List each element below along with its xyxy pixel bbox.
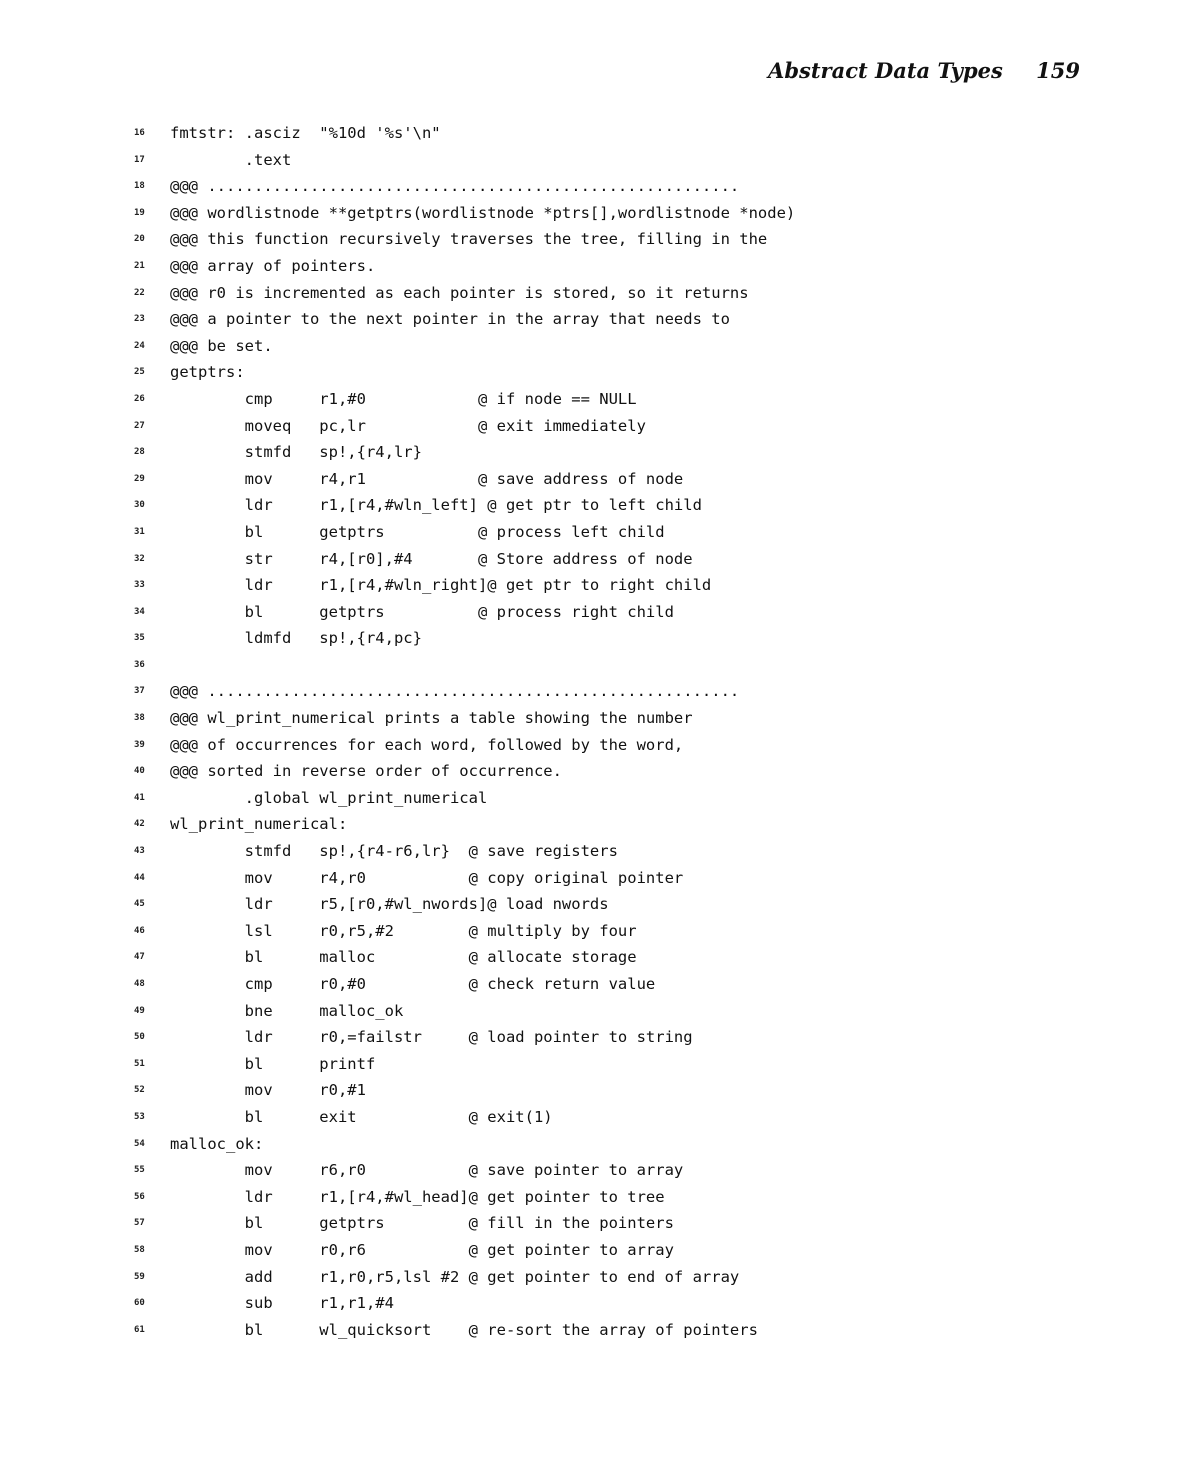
code-text: bl exit @ exit(1) [170,1107,553,1126]
code-text: @@@ wl_print_numerical prints a table showing the number [170,709,693,728]
line-number: 43 [134,846,145,857]
code-text: @@@ r0 is incremented as each pointer is stored, so it returns [170,283,749,302]
line-number: 40 [134,766,145,777]
code-line [0,971,1200,998]
code-line [0,200,1200,227]
code-line [0,173,1200,200]
line-number: 57 [134,1218,145,1229]
code-line [0,1104,1200,1131]
line-number: 31 [134,526,145,537]
line-number: 37 [134,686,145,697]
line-number: 36 [134,659,145,670]
line-number: 17 [134,154,145,165]
line-number: 16 [134,128,145,138]
line-number: 55 [134,1165,145,1176]
code-line [0,1264,1200,1291]
code-text: ldmfd sp!,{r4,pc} [170,629,422,648]
code-line [0,1077,1200,1104]
code-line [0,413,1200,440]
code-text: @@@ ......................................................... [170,177,740,196]
code-line [0,359,1200,386]
code-text: bl getptrs @ process left child [170,522,665,541]
line-number: 34 [134,606,145,617]
code-line [0,1290,1200,1317]
code-line [0,785,1200,812]
line-number: 35 [134,633,145,644]
code-text: stmfd sp!,{r4-r6,lr} @ save registers [170,842,618,861]
code-line [0,492,1200,519]
code-line [0,1237,1200,1264]
code-text: mov r6,r0 @ save pointer to array [170,1161,684,1180]
code-text: str r4,[r0],#4 @ Store address of node [170,549,693,568]
code-text: mov r4,r1 @ save address of node [170,469,684,488]
line-number: 20 [134,234,145,245]
line-number: 54 [134,1138,145,1149]
line-number: 46 [134,925,145,936]
code-line [0,280,1200,307]
code-text: @@@ array of pointers. [170,256,376,275]
code-line [0,1131,1200,1158]
code-line [0,811,1200,838]
code-text: @@@ ......................................................... [170,682,740,701]
code-text: bl malloc @ allocate storage [170,948,637,967]
line-number: 39 [134,739,145,750]
code-line [0,599,1200,626]
code-text: bne malloc_ok [170,1001,404,1020]
code-text: getptrs: [170,363,245,382]
line-number: 48 [134,979,145,989]
code-line [0,306,1200,333]
line-number: 61 [134,1324,145,1335]
code-text: @@@ be set. [170,336,273,355]
line-number: 45 [134,899,145,910]
code-text: cmp r0,#0 @ check return value [170,975,656,993]
line-number: 30 [134,500,145,511]
code-text: @@@ sorted in reverse order of occurrence. [170,762,562,781]
code-line [0,572,1200,599]
code-text: wl_print_numerical: [170,815,348,834]
code-text: cmp r1,#0 @ if node == NULL [170,389,637,408]
line-number: 29 [134,473,145,484]
line-number: 21 [134,260,145,271]
code-text: ldr r5,[r0,#wl_nwords]@ load nwords [170,895,609,914]
code-text: .global wl_print_numerical [170,788,488,807]
code-text: sub r1,r1,#4 [170,1294,394,1313]
code-line [0,732,1200,759]
line-number: 53 [134,1111,145,1122]
line-number: 44 [134,872,145,883]
code-text: ldr r0,=failstr @ load pointer to string [170,1028,693,1047]
line-number: 28 [134,447,145,458]
line-number: 58 [134,1244,145,1255]
line-number: 26 [134,393,145,404]
code-line [0,625,1200,652]
line-number: 18 [134,181,145,192]
code-line [0,333,1200,360]
line-number: 22 [134,287,145,298]
code-line [0,891,1200,918]
page-number: 159 [1036,58,1080,83]
code-line [0,1157,1200,1184]
code-line [0,1210,1200,1237]
code-line [0,1317,1200,1344]
line-number: 23 [134,314,145,325]
line-number: 27 [134,420,145,431]
code-text: ldr r1,[r4,#wln_right]@ get ptr to right child [170,576,712,595]
line-number: 59 [134,1271,145,1282]
code-line [0,253,1200,280]
code-text: mov r0,r6 @ get pointer to array [170,1240,674,1259]
line-number: 42 [134,819,145,830]
line-number: 47 [134,952,145,963]
line-number: 33 [134,580,145,591]
code-line [0,998,1200,1025]
code-line [0,439,1200,466]
chapter-title: Abstract Data Types [768,58,1003,83]
code-line [0,226,1200,253]
code-line [0,758,1200,785]
code-line [0,705,1200,732]
code-text: ldr r1,[r4,#wl_head]@ get pointer to tree [170,1187,665,1206]
code-text: add r1,r0,r5,lsl #2 @ get pointer to end of array [170,1267,740,1286]
code-line [0,918,1200,945]
line-number: 32 [134,553,145,564]
code-text: malloc_ok: [170,1134,264,1153]
code-line [0,386,1200,413]
line-number: 49 [134,1005,145,1016]
code-text: bl wl_quicksort @ re-sort the array of pointers [170,1320,758,1339]
code-text: mov r4,r0 @ copy original pointer [170,868,684,887]
line-number: 50 [134,1032,145,1043]
code-line [0,147,1200,174]
code-line [0,519,1200,546]
code-line [0,652,1200,679]
line-number: 24 [134,340,145,351]
code-line [0,838,1200,865]
line-number: 52 [134,1085,145,1096]
code-text: mov r0,#1 [170,1081,366,1100]
code-line [0,865,1200,892]
code-text: @@@ this function recursively traverses the tree, filling in the [170,230,768,249]
code-text: @@@ a pointer to the next pointer in the array that needs to [170,310,730,329]
code-text: fmtstr: .asciz "%10d '%s'\n" [170,124,441,142]
code-line [0,546,1200,573]
line-number: 56 [134,1191,145,1202]
code-text: bl printf [170,1054,376,1073]
line-number: 41 [134,792,145,803]
code-line [0,1184,1200,1211]
code-line [0,466,1200,493]
line-number: 60 [134,1298,145,1309]
code-line [0,1024,1200,1051]
code-text: .text [170,150,292,169]
running-header [768,58,1080,83]
code-text: bl getptrs @ process right child [170,602,674,621]
code-text: moveq pc,lr @ exit immediately [170,416,646,435]
code-line [0,120,1200,147]
line-number: 19 [134,207,145,218]
code-text: ldr r1,[r4,#wln_left] @ get ptr to left child [170,496,702,515]
code-text: lsl r0,r5,#2 @ multiply by four [170,921,637,940]
code-line [0,1051,1200,1078]
code-text: stmfd sp!,{r4,lr} [170,443,422,462]
code-listing [0,120,1200,1343]
code-text: @@@ of occurrences for each word, followed by the word, [170,735,684,754]
line-number: 38 [134,713,145,724]
code-line [0,944,1200,971]
code-line [0,678,1200,705]
line-number: 51 [134,1058,145,1069]
code-text: bl getptrs @ fill in the pointers [170,1214,674,1233]
line-number: 25 [134,367,145,378]
code-text: @@@ wordlistnode **getptrs(wordlistnode *ptrs[],wordlistnode *node) [170,203,796,222]
